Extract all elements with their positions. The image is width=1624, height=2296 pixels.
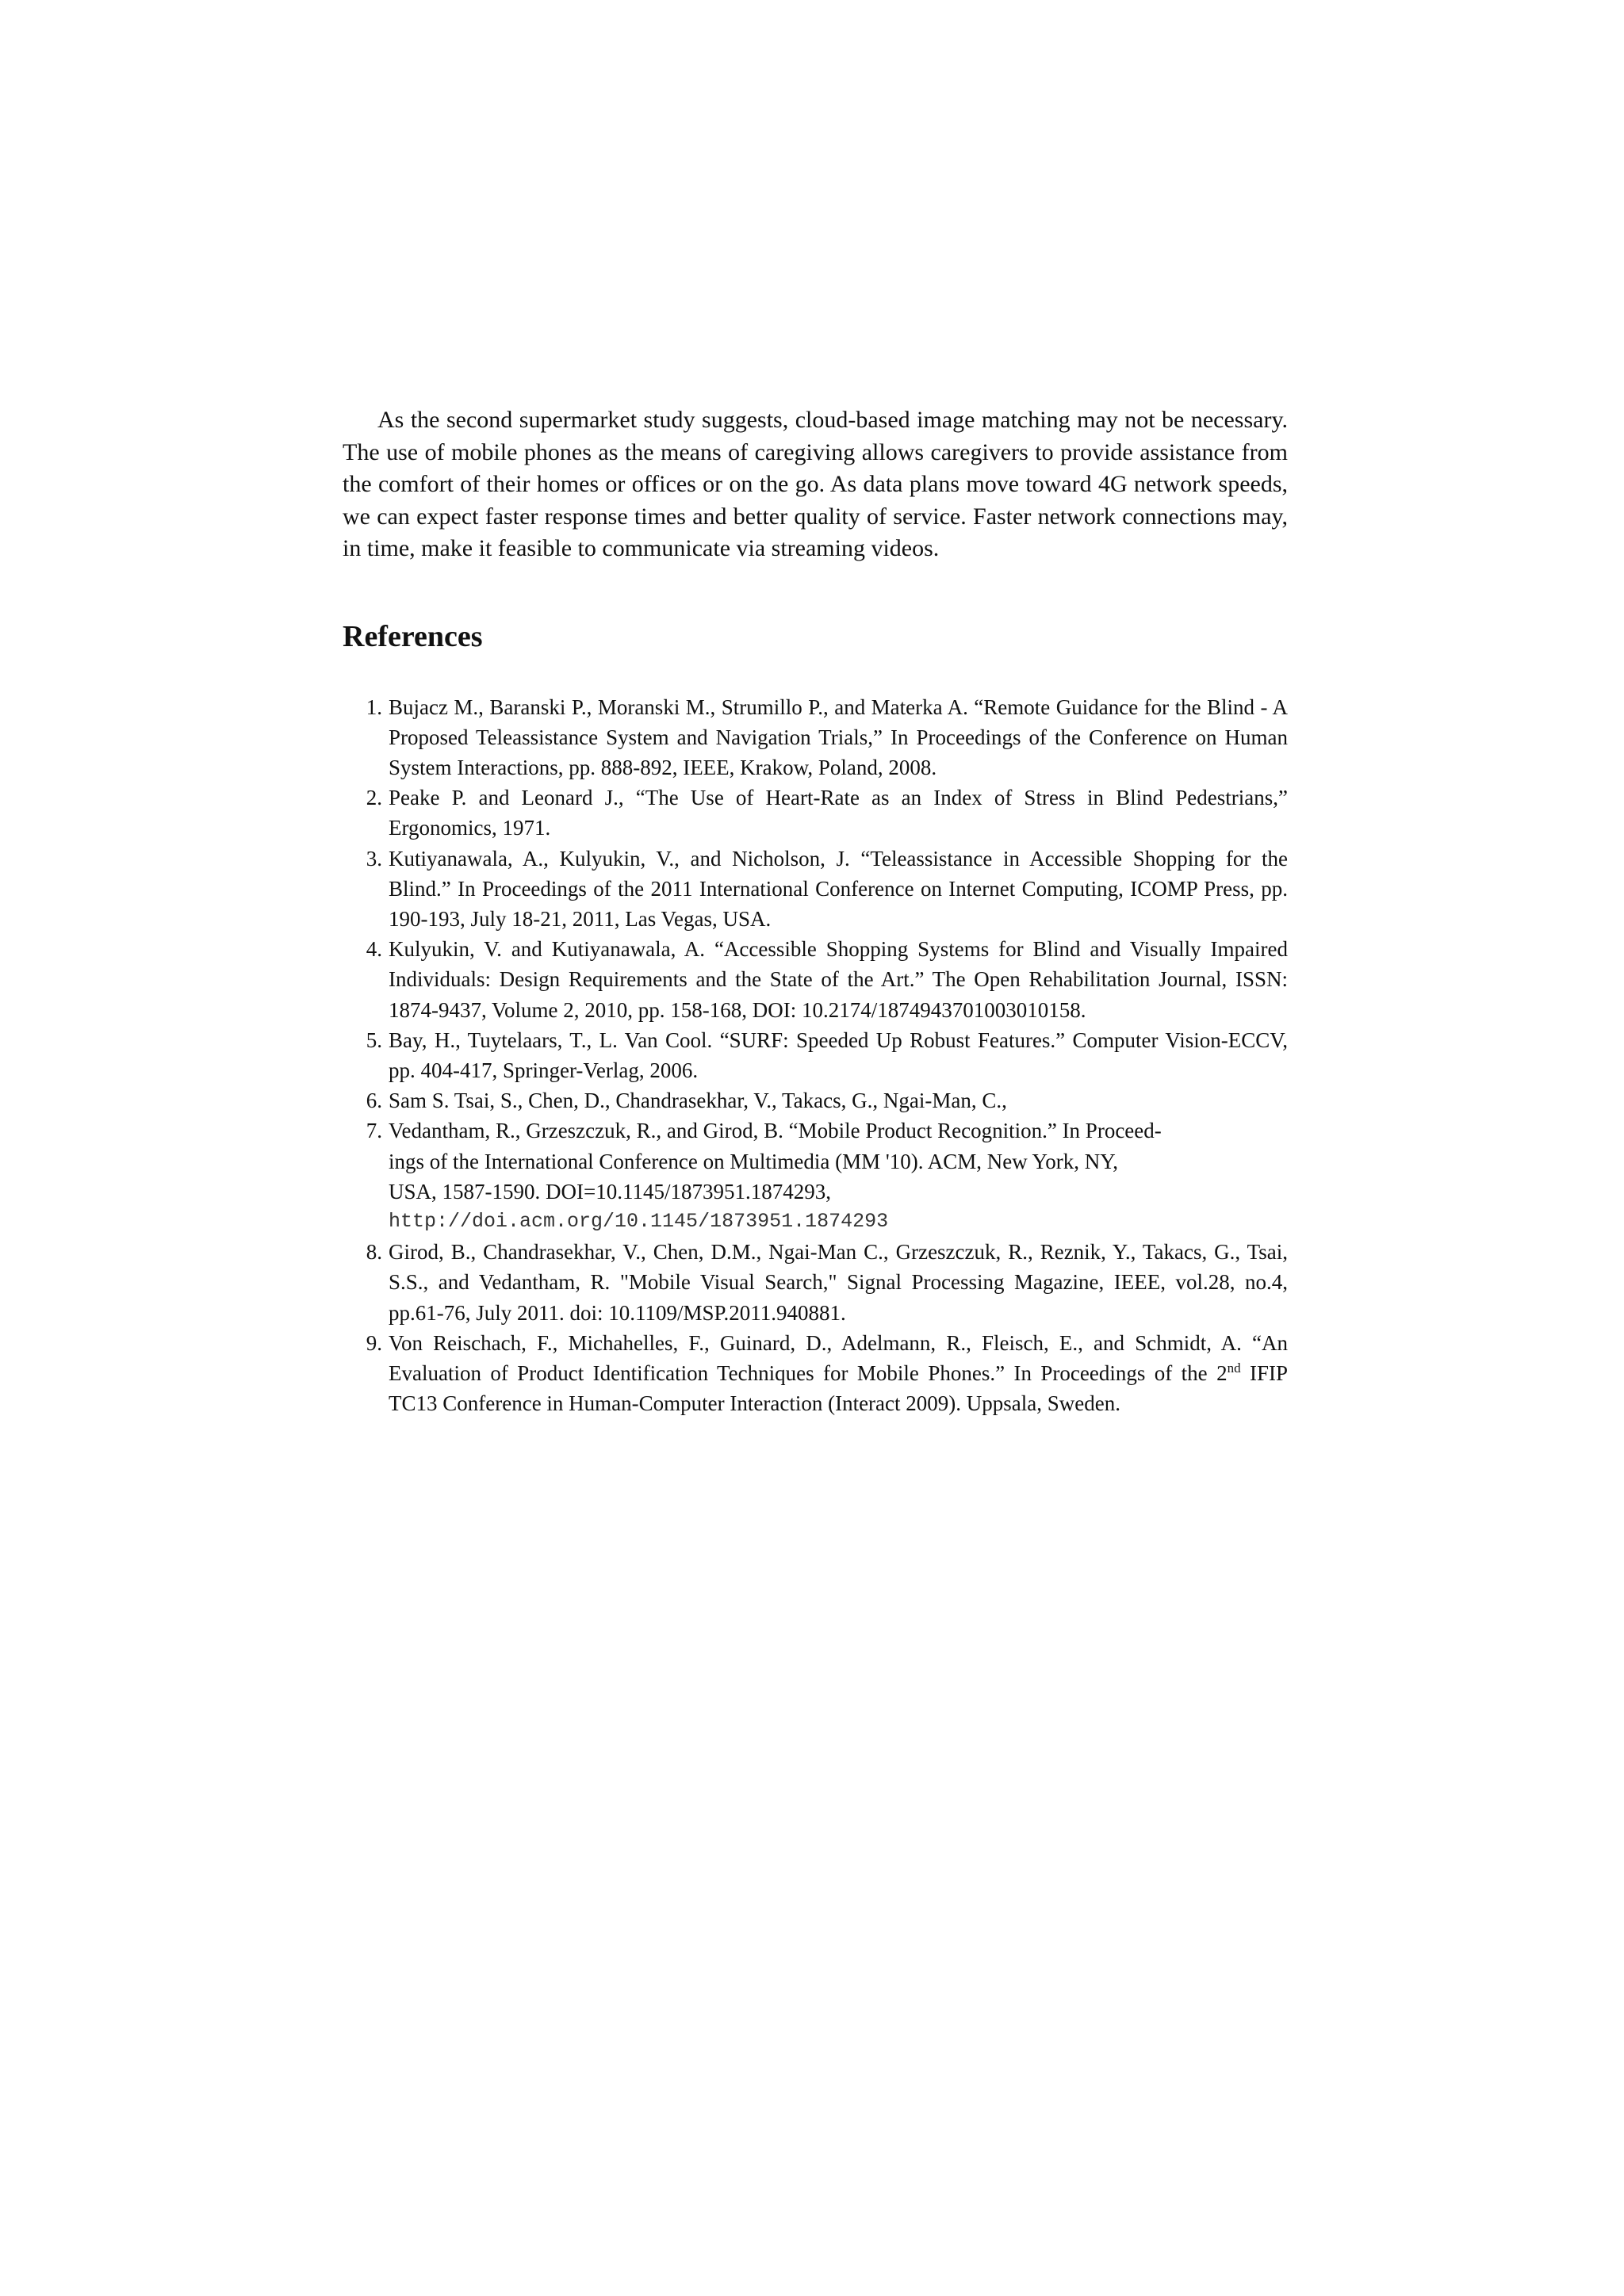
reference-number: 1. (366, 695, 382, 719)
reference-text-part: IFIP TC13 Conference in Human-Computer Interaction (Interact 2009). Uppsala, Sweden. (389, 1360, 1289, 1416)
reference-text: Girod, B., Chandrasekhar, V., Chen, D.M., Ngai-Man C., Grzeszczuk, R., Reznik, Y., Takacs, G., Tsai, S.S., and Vedantham, R. "Mobile Visual Search," Signal Processing Magazine, IEEE, vol.28, no.4, pp.61-76, July 2011. doi: 10.1109/MSP.2011.940881. (389, 1240, 1288, 1325)
reference-number: 5. (366, 1027, 382, 1052)
reference-number: 2. (366, 786, 382, 810)
reference-text (389, 1328, 1288, 1419)
reference-item-5 (343, 1025, 1288, 1085)
reference-line: USA, 1587-1590. DOI=10.1145/1873951.1874293, (389, 1179, 831, 1203)
reference-text: Bujacz M., Baranski P., Moranski M., Strumillo P., and Materka A. “Remote Guidance for the Blind - A Proposed Teleassistance System and Navigation Trials,” In Proceedings of the Conference on Human System Interactions, pp. 888-892, IEEE, Krakow, Poland, 2008. (389, 695, 1288, 779)
reference-text (389, 1115, 1288, 1237)
reference-url: http://doi.acm.org/10.1145/1873951.1874293 (389, 1209, 889, 1233)
reference-item-8 (343, 1237, 1288, 1328)
reference-number: 9. (366, 1330, 382, 1355)
reference-line: Vedantham, R., Grzeszczuk, R., and Girod, B. “Mobile Product Recognition.” In Proceed- (389, 1119, 1162, 1143)
reference-number: 3. (366, 846, 382, 871)
reference-line: ings of the International Conference on Multimedia (MM '10). ACM, New York, NY, (389, 1149, 1119, 1173)
reference-item-6 (343, 1085, 1288, 1115)
reference-item-7 (343, 1115, 1288, 1237)
reference-item-9 (343, 1328, 1288, 1419)
reference-number: 7. (366, 1119, 382, 1143)
page-content (343, 404, 1288, 1418)
references-list (343, 692, 1288, 1419)
reference-item-3 (343, 844, 1288, 935)
references-heading: References (343, 619, 483, 653)
reference-number: 4. (366, 937, 382, 962)
reference-item-2 (343, 783, 1288, 843)
reference-item-4 (343, 934, 1288, 1025)
reference-item-1 (343, 692, 1288, 783)
reference-number: 6. (366, 1089, 382, 1113)
reference-text-part: Von Reischach, F., Michahelles, F., Guinard, D., Adelmann, R., Fleisch, E., and Schmidt, A. “An Evaluation of Product Identification Techniques for Mobile Phones.” In Proceedings of the 2 (389, 1330, 1288, 1385)
reference-text: Peake P. and Leonard J., “The Use of Heart-Rate as an Index of Stress in Blind Pedestrians,” Ergonomics, 1971. (389, 786, 1288, 840)
reference-text: Sam S. Tsai, S., Chen, D., Chandrasekhar, V., Takacs, G., Ngai-Man, C., (389, 1089, 1007, 1113)
body-paragraph: As the second supermarket study suggests, cloud-based image matching may not be necessary. The use of mobile phones as the means of caregiving allows caregivers to provide assistance from the comfort of their homes or offices or on the go. As data plans move toward 4G network speeds, we can expect faster response times and better quality of service. Faster network connections may, in time, make it feasible to communicate via streaming videos. (343, 407, 1288, 561)
reference-text: Bay, H., Tuytelaars, T., L. Van Cool. “SURF: Speeded Up Robust Features.” Computer Vision-ECCV, pp. 404-417, Springer-Verlag, 2006. (389, 1027, 1288, 1082)
reference-number: 8. (366, 1240, 382, 1265)
superscript-ordinal: nd (1227, 1360, 1241, 1376)
reference-text: Kulyukin, V. and Kutiyanawala, A. “Accessible Shopping Systems for Blind and Visually Impaired Individuals: Design Requirements and the State of the Art.” The Open Rehabilitation Journal, ISSN: 1874-9437, Volume 2, 2010, pp. 158-168, DOI: 10.2174/1874943701003010158. (389, 937, 1288, 1022)
reference-text: Kutiyanawala, A., Kulyukin, V., and Nicholson, J. “Teleassistance in Accessible Shopping for the Blind.” In Proceedings of the 2011 International Conference on Internet Computing, ICOMP Press, pp. 190-193, July 18-21, 2011, Las Vegas, USA. (389, 846, 1288, 931)
